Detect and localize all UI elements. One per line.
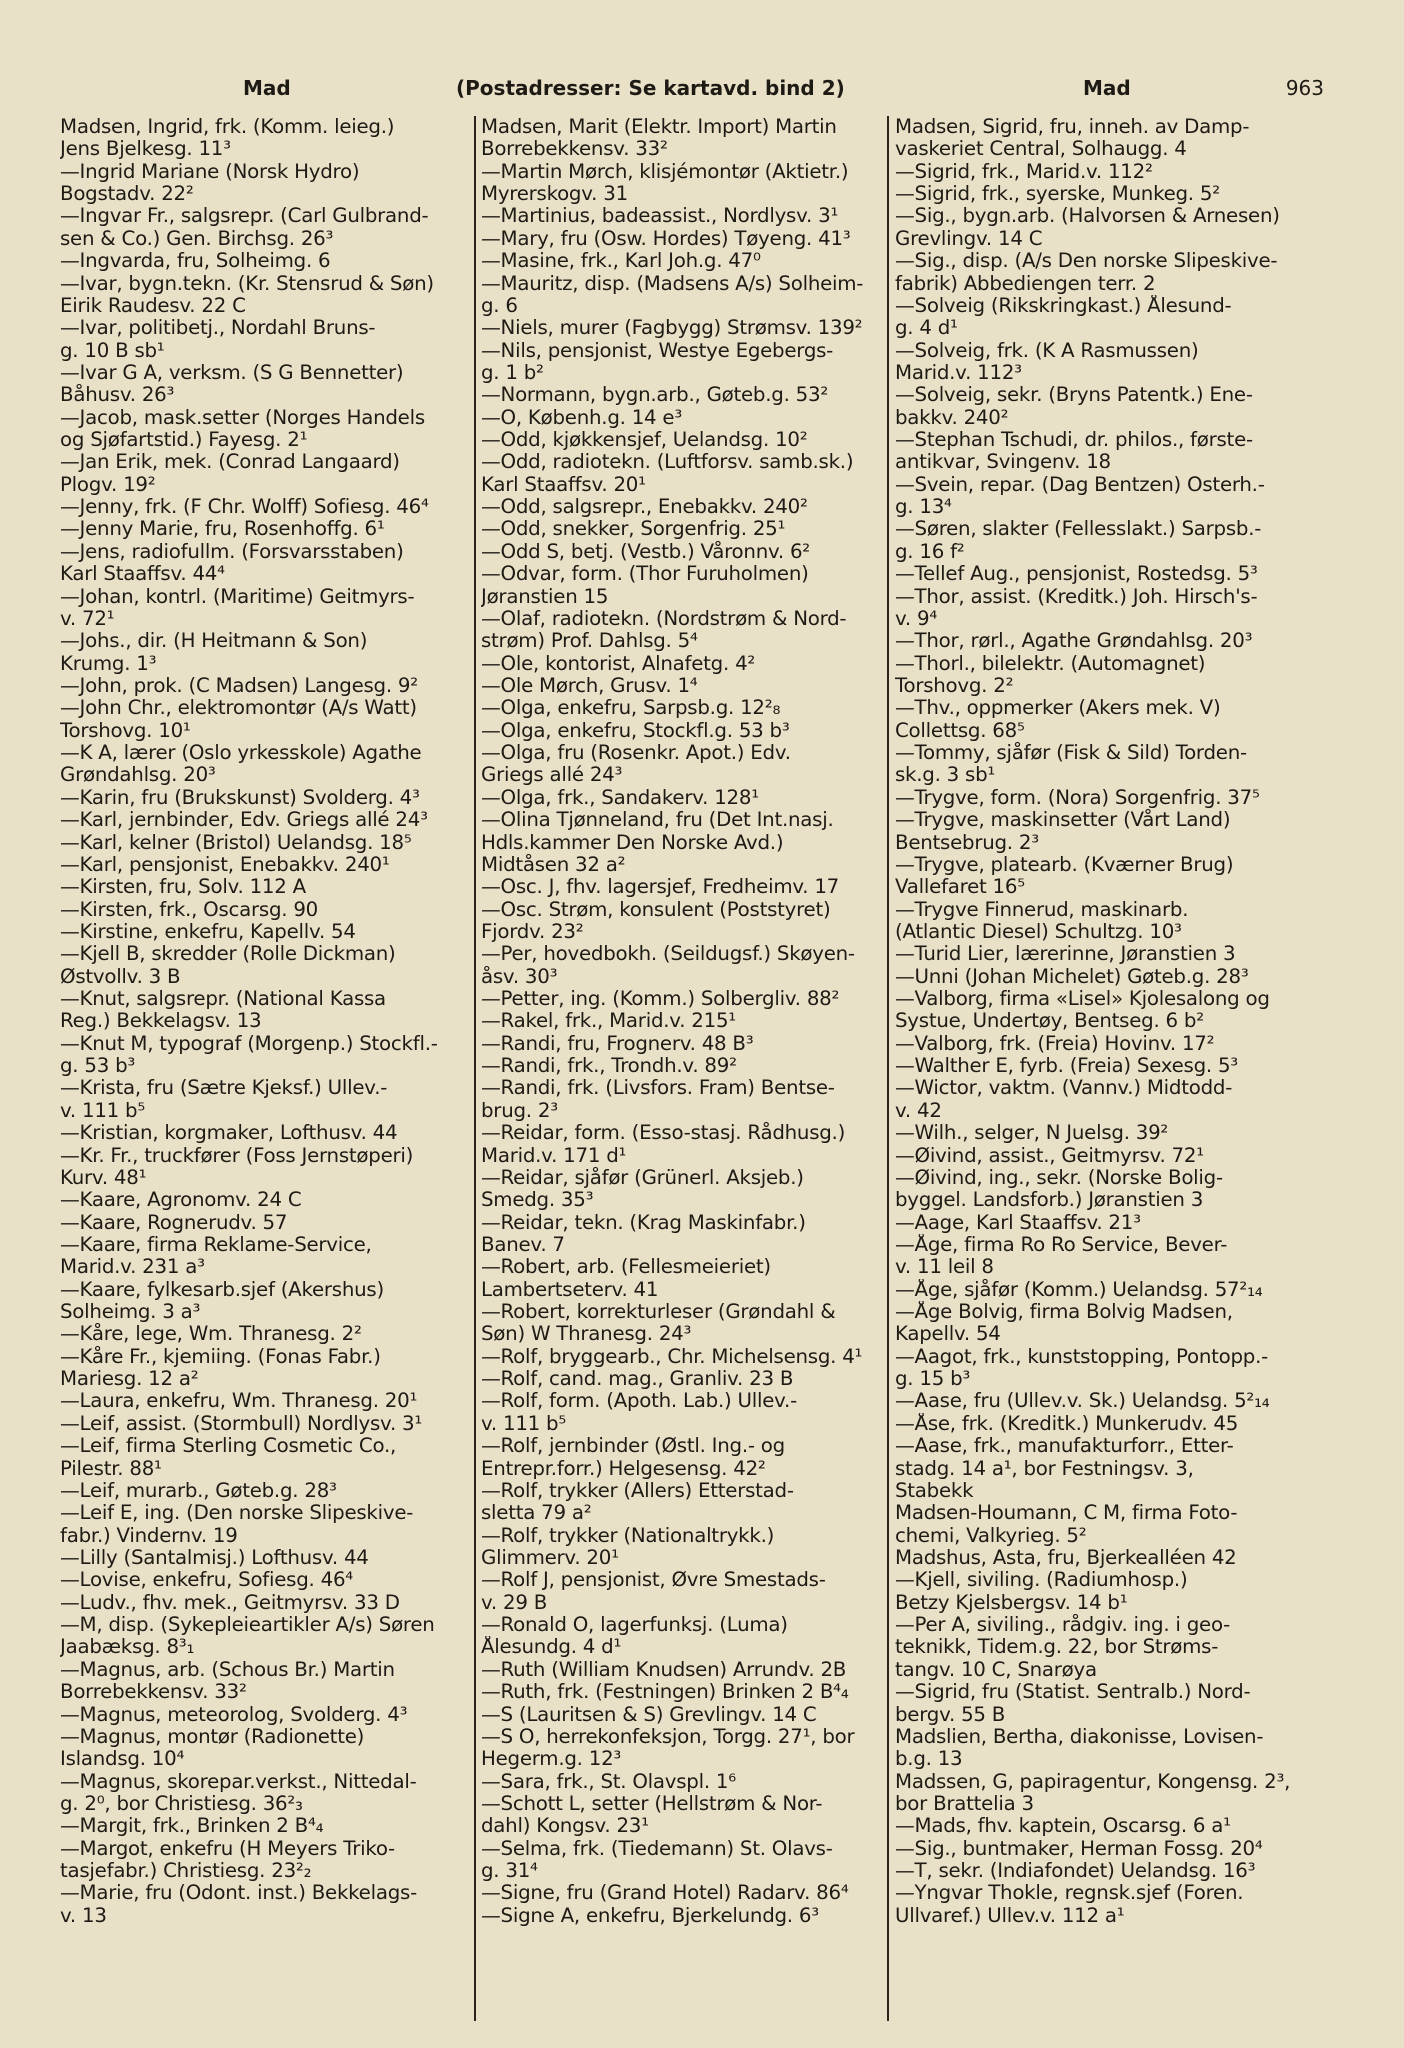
directory-column-1 — [60, 116, 470, 2031]
directory-entry-line: —Magnus, montør (Radionette) — [60, 1725, 365, 1748]
directory-entry-line: Torshovg. 10¹ — [60, 719, 191, 742]
directory-entry-line: —Niels, murer (Fagbygg) Strømsv. 139² — [481, 317, 863, 340]
directory-entry-line: bergv. 55 B — [895, 1703, 1006, 1726]
directory-entry-line: —Karin, fru (Brukskunst) Svolderg. 4³ — [60, 786, 420, 809]
directory-entry-line: —Normann, bygn.arb., Gøteb.g. 53² — [481, 384, 829, 407]
directory-entry-line: Stabekk — [895, 1479, 974, 1502]
directory-entry-line: teknikk, Tidem.g. 22, bor Strøms- — [895, 1636, 1219, 1659]
directory-entry-line: —Aase, fru (Ullev.v. Sk.) Uelandsg. 5²₁₄ — [895, 1390, 1270, 1413]
directory-entry-line: —Kjell, siviling. (Radiumhosp.) — [895, 1569, 1188, 1592]
directory-entry-line: —Unni (Johan Michelet) Gøteb.g. 28³ — [895, 965, 1249, 988]
directory-entry-line: —K A, lærer (Oslo yrkesskole) Agathe — [60, 742, 422, 765]
directory-entry-line: —Olga, enkefru, Sarpsb.g. 12²₈ — [481, 697, 781, 720]
directory-entry-line: v. 13 — [60, 1904, 107, 1927]
directory-entry-line: —Mary, fru (Osw. Hordes) Tøyeng. 41³ — [481, 227, 851, 250]
directory-entry-line: —Leif, assist. (Stormbull) Nordlysv. 3¹ — [60, 1412, 423, 1435]
directory-entry-line: Bogstadv. 22² — [60, 183, 194, 206]
directory-entry-line: —Sara, frk., St. Olavspl. 1⁶ — [481, 1770, 736, 1793]
directory-entry-line: —John, prok. (C Madsen) Langesg. 9² — [60, 674, 418, 697]
directory-entry-line: —Kaare, firma Reklame-Service, — [60, 1233, 372, 1256]
directory-entry-line: —Thor, rørl., Agathe Grøndahlsg. 20³ — [895, 630, 1253, 653]
directory-entry-line: —Magnus, skorepar.verkst., Nittedal- — [60, 1770, 417, 1793]
directory-entry-line: —Schott L, setter (Hellstrøm & Nor- — [481, 1792, 823, 1815]
directory-entry-line: Madslien, Bertha, diakonisse, Lovisen- — [895, 1725, 1264, 1748]
directory-entry-line: Pilestr. 88¹ — [60, 1457, 162, 1480]
directory-column-2 — [481, 116, 885, 2031]
directory-entry-line: —Magnus, arb. (Schous Br.) Martin — [60, 1658, 395, 1681]
directory-entry-line: —Søren, slakter (Fellesslakt.) Sarpsb.- — [895, 518, 1262, 541]
directory-entry-line: stadg. 14 a¹, bor Festningsv. 3, — [895, 1457, 1194, 1480]
directory-entry-line: v. 42 — [895, 1099, 942, 1122]
directory-entry-line: —Randi, fru, Frognerv. 48 B³ — [481, 1032, 754, 1055]
directory-entry-line: —M, disp. (Sykepleieartikler A/s) Søren — [60, 1614, 435, 1637]
directory-entry-line: —Selma, frk. (Tiedemann) St. Olavs- — [481, 1837, 833, 1860]
directory-entry-line: byggel. Landsforb.) Jøranstien 3 — [895, 1189, 1204, 1212]
directory-entry-line: —Kåre Fr., kjemiing. (Fonas Fabr.) — [60, 1345, 381, 1368]
directory-entry-line: Jens Bjelkesg. 11³ — [60, 138, 231, 161]
directory-entry-line: Solheimg. 3 a³ — [60, 1301, 201, 1324]
directory-entry-line: chemi, Valkyrieg. 5² — [895, 1524, 1087, 1547]
column-divider-1 — [474, 116, 476, 2021]
header-postal-note: (Postadresser: Se kartavd. bind 2) — [456, 76, 845, 100]
directory-entry-line: —Rolf, jernbinder (Østl. Ing.- og — [481, 1435, 785, 1458]
directory-entry-line: —Kristian, korgmaker, Lofthusv. 44 — [60, 1122, 398, 1145]
directory-entry-line: v. 29 B — [481, 1591, 548, 1614]
directory-entry-line: —Solveig (Rikskringkast.) Ålesund- — [895, 294, 1232, 317]
directory-entry-line: og Sjøfartstid.) Fayesg. 2¹ — [60, 429, 308, 452]
directory-entry-line: b.g. 13 — [895, 1748, 963, 1771]
directory-entry-line: g. 13⁴ — [895, 496, 952, 519]
directory-entry-line: —Mads, fhv. kaptein, Oscarsg. 6 a¹ — [895, 1815, 1231, 1838]
directory-entry-line: Griegs allé 24³ — [481, 764, 623, 787]
directory-entry-line: —Nils, pensjonist, Westye Egebergs- — [481, 339, 834, 362]
directory-entry-line: tasjefabr.) Christiesg. 23²₂ — [60, 1860, 312, 1883]
directory-entry-line: Marid.v. 171 d¹ — [481, 1144, 627, 1167]
directory-entry-line: —O, Københ.g. 14 e³ — [481, 406, 683, 429]
directory-entry-line: —Knut M, typograf (Morgenp.) Stockfl.- — [60, 1032, 438, 1055]
directory-entry-line: g. 16 f² — [895, 540, 965, 563]
directory-entry-line: Madshus, Asta, fru, Bjerkealléen 42 — [895, 1547, 1237, 1569]
directory-entry-line: —Kirstine, enkefru, Kapellv. 54 — [60, 920, 356, 943]
directory-entry-line: —Aage, Karl Staaffsv. 21³ — [895, 1211, 1141, 1234]
page-number: 963 — [1285, 76, 1324, 100]
directory-entry-line: —S O, herrekonfeksjon, Torgg. 27¹, bor — [481, 1725, 855, 1748]
directory-entry-line: —Kirsten, fru, Solv. 112 A — [60, 876, 306, 899]
directory-entry-line: —Kr. Fr., truckfører (Foss Jernstøperi) — [60, 1144, 414, 1167]
directory-entry-line: —Thor, assist. (Kreditk.) Joh. Hirsch's- — [895, 585, 1258, 608]
directory-entry-line: v. 9⁴ — [895, 607, 938, 630]
directory-entry-line: Karl Staaffsv. 44⁴ — [60, 563, 225, 586]
directory-entry-line: —Lovise, enkefru, Sofiesg. 46⁴ — [60, 1569, 353, 1592]
directory-entry-line: —Tellef Aug., pensjonist, Rostedsg. 5³ — [895, 563, 1258, 586]
directory-entry-line: —Margot, enkefru (H Meyers Triko- — [60, 1837, 395, 1860]
directory-entry-line: dahl) Kongsv. 23¹ — [481, 1815, 649, 1838]
directory-entry-line: —Øivind, assist., Geitmyrsv. 72¹ — [895, 1144, 1204, 1167]
directory-entry-line: sk.g. 3 sb¹ — [895, 764, 996, 787]
directory-entry-line: —Osc. Strøm, konsulent (Poststyret) — [481, 898, 831, 921]
directory-entry-line: —Odd S, betj. (Vestb.) Våronnv. 6² — [481, 540, 810, 563]
directory-entry-line: —Leif, firma Sterling Cosmetic Co., — [60, 1435, 397, 1458]
directory-entry-line: —Olina Tjønneland, fru (Det Int.nasj. — [481, 809, 834, 832]
directory-entry-line: —Olga, frk., Sandakerv. 128¹ — [481, 786, 759, 809]
directory-entry-line: Madsen, Sigrid, fru, inneh. av Damp- — [895, 116, 1250, 138]
directory-entry-line: —Rolf, cand. mag., Granliv. 23 B — [481, 1368, 794, 1391]
directory-entry-line: —Aagot, frk., kunststopping, Pontopp.- — [895, 1345, 1269, 1368]
directory-entry-line: —Aase, frk., manufakturforr., Etter- — [895, 1435, 1234, 1458]
directory-entry-line: Eirik Raudesv. 22 C — [60, 294, 246, 317]
directory-entry-line: —Marie, fru (Odont. inst.) Bekkelags- — [60, 1882, 417, 1905]
directory-entry-line: Vallefaret 16⁵ — [895, 876, 1025, 899]
directory-entry-line: —T, sekr. (Indiafondet) Uelandsg. 16³ — [895, 1860, 1256, 1883]
directory-entry-line: —Åge Bolvig, firma Bolvig Madsen, — [895, 1301, 1233, 1324]
directory-entry-line: Lambertseterv. 41 — [481, 1278, 659, 1301]
directory-entry-line: g. 1 b² — [481, 361, 544, 384]
directory-entry-line: g. 6 — [481, 294, 518, 317]
directory-entry-line: —Solveig, sekr. (Bryns Patentk.) Ene- — [895, 384, 1253, 407]
directory-entry-line: Jøranstien 15 — [481, 585, 609, 608]
directory-entry-line: —Krista, fru (Sætre Kjeksf.) Ullev.- — [60, 1077, 388, 1100]
directory-entry-line: Madsen, Marit (Elektr. Import) Martin — [481, 116, 837, 138]
directory-entry-line: —Odd, snekker, Sorgenfrig. 25¹ — [481, 518, 786, 541]
directory-entry-line: —Jens, radiofullm. (Forsvarsstaben) — [60, 540, 404, 563]
directory-entry-line: —Per, hovedbokh. (Seildugsf.) Skøyen- — [481, 943, 855, 966]
directory-entry-line: —Sigrid, frk., syerske, Munkeg. 5² — [895, 183, 1220, 206]
directory-entry-line: —Sig., buntmaker, Herman Fossg. 20⁴ — [895, 1837, 1263, 1860]
directory-entry-line: Glimmerv. 20¹ — [481, 1547, 619, 1569]
directory-entry-line: Ålesundg. 4 d¹ — [481, 1636, 622, 1659]
directory-entry-line: Kurv. 48¹ — [60, 1166, 147, 1189]
directory-entry-line: Marid.v. 231 a³ — [60, 1256, 205, 1279]
directory-entry-line: —Karl, jernbinder, Edv. Griegs allé 24³ — [60, 809, 428, 832]
directory-entry-line: —Åge, firma Ro Ro Service, Bever- — [895, 1233, 1228, 1256]
directory-entry-line: —Åse, frk. (Kreditk.) Munkerudv. 45 — [895, 1412, 1239, 1435]
directory-entry-line: fabr.) Vindernv. 19 — [60, 1524, 238, 1547]
directory-entry-line: Systue, Undertøy, Bentseg. 6 b² — [895, 1010, 1204, 1033]
directory-entry-line: —Sig., disp. (A/s Den norske Slipeskive- — [895, 250, 1278, 273]
directory-entry-line: —Ivar, bygn.tekn. (Kr. Stensrud & Søn) — [60, 272, 434, 295]
directory-entry-line: Båhusv. 26³ — [60, 384, 175, 407]
directory-entry-line: —Rolf, form. (Apoth. Lab.) Ullev.- — [481, 1390, 797, 1413]
directory-entry-line: —Olga, enkefru, Stockfl.g. 53 b³ — [481, 719, 790, 742]
header-right-guide-word: Mad — [1083, 76, 1131, 100]
directory-entry-line: —Jenny, frk. (F Chr. Wolff) Sofiesg. 46⁴ — [60, 496, 429, 519]
directory-entry-line: sen & Co.) Gen. Birchsg. 26³ — [60, 227, 334, 250]
directory-entry-line: Plogv. 19² — [60, 473, 156, 496]
directory-entry-line: g. 10 B sb¹ — [60, 339, 165, 362]
directory-entry-line: —Ruth (William Knudsen) Arrundv. 2B — [481, 1658, 847, 1681]
directory-entry-line: —Leif E, ing. (Den norske Slipeskive- — [60, 1502, 414, 1525]
directory-entry-line: —Yngvar Thokle, regnsk.sjef (Foren. — [895, 1882, 1244, 1905]
header-left-guide-word: Mad — [243, 76, 291, 100]
directory-entry-line: Grøndahlsg. 20³ — [60, 764, 216, 787]
directory-entry-line: —Karl, kelner (Bristol) Uelandsg. 18⁵ — [60, 831, 412, 854]
directory-entry-line: g. 4 d¹ — [895, 317, 958, 340]
directory-entry-line: —Leif, murarb., Gøteb.g. 28³ — [60, 1479, 337, 1502]
directory-entry-line: Hegerm.g. 12³ — [481, 1748, 622, 1771]
directory-entry-line: —Magnus, meteorolog, Svolderg. 4³ — [60, 1703, 408, 1726]
directory-entry-line: —Reidar, form. (Esso-stasj. Rådhusg.) — [481, 1122, 846, 1145]
directory-entry-line: Reg.) Bekkelagsv. 13 — [60, 1010, 262, 1033]
directory-entry-line: Betzy Kjelsbergsv. 14 b¹ — [895, 1591, 1128, 1614]
directory-entry-line: Banev. 7 — [481, 1233, 565, 1256]
directory-entry-line: —Ingrid Mariane (Norsk Hydro) — [60, 160, 360, 183]
directory-entry-line: —Trygve Finnerud, maskinarb. — [895, 898, 1189, 921]
directory-entry-line: —Ruth, frk. (Festningen) Brinken 2 B⁴₄ — [481, 1681, 849, 1704]
directory-entry-line: —Kåre, lege, Wm. Thranesg. 2² — [60, 1323, 362, 1346]
directory-entry-line: Madssen, G, papiragentur, Kongensg. 2³, — [895, 1770, 1291, 1793]
directory-entry-line: Marid.v. 112³ — [895, 361, 1022, 384]
directory-entry-line: —Margit, frk., Brinken 2 B⁴₄ — [60, 1815, 324, 1838]
directory-column-3 — [895, 116, 1305, 2031]
directory-entry-line: —John Chr., elektromontør (A/s Watt) — [60, 697, 417, 720]
directory-entry-line: —Petter, ing. (Komm.) Solbergliv. 88² — [481, 988, 840, 1011]
directory-entry-line: —Kaare, Rognerudv. 57 — [60, 1211, 288, 1234]
column-divider-2 — [887, 116, 889, 2021]
directory-entry-line: Bentsebrug. 2³ — [895, 831, 1039, 854]
directory-entry-line: —Odvar, form. (Thor Furuholmen) — [481, 563, 809, 586]
directory-entry-line: tangv. 10 C, Snarøya — [895, 1658, 1097, 1681]
directory-entry-line: —Jacob, mask.setter (Norges Handels — [60, 406, 425, 429]
directory-entry-line: strøm) Prof. Dahlsg. 5⁴ — [481, 630, 698, 653]
directory-entry-line: —Johs., dir. (H Heitmann & Son) — [60, 630, 368, 653]
directory-entry-line: Karl Staaffsv. 20¹ — [481, 473, 646, 496]
directory-entry-line: Islandsg. 10⁴ — [60, 1748, 185, 1771]
directory-entry-line: bakkv. 240² — [895, 406, 1009, 429]
directory-entry-line: Madsen, Ingrid, frk. (Komm. leieg.) — [60, 116, 395, 138]
directory-entry-line: —Knut, salgsrepr. (National Kassa — [60, 988, 386, 1011]
directory-entry-line: —Odd, kjøkkensjef, Uelandsg. 10² — [481, 429, 808, 452]
directory-entry-line: —Trygve, form. (Nora) Sorgenfrig. 37⁵ — [895, 786, 1260, 809]
directory-entry-line: Østvollv. 3 B — [60, 965, 181, 988]
directory-entry-line: —Robert, arb. (Fellesmeieriet) — [481, 1256, 771, 1279]
directory-entry-line: v. 111 b⁵ — [60, 1099, 146, 1122]
directory-entry-line: —Wictor, vaktm. (Vannv.) Midtodd- — [895, 1077, 1233, 1100]
directory-entry-line: —Valborg, frk. (Freia) Hovinv. 17² — [895, 1032, 1215, 1055]
directory-entry-line: —Ingvarda, fru, Solheimg. 6 — [60, 250, 331, 273]
directory-entry-line: —Sigrid, frk., Marid.v. 112² — [895, 160, 1153, 183]
directory-entry-line: åsv. 30³ — [481, 965, 558, 988]
directory-entry-line: —Odd, radiotekn. (Luftforsv. samb.sk.) — [481, 451, 854, 474]
directory-entry-line: —Reidar, sjåfør (Grünerl. Aksjeb.) — [481, 1166, 804, 1189]
directory-entry-line: —Turid Lier, lærerinne, Jøranstien 3 — [895, 943, 1236, 966]
directory-entry-line: Søn) W Thranesg. 24³ — [481, 1323, 692, 1346]
directory-entry-line: g. 2⁰, bor Christiesg. 36²₃ — [60, 1792, 303, 1815]
directory-entry-line: —S (Lauritsen & S) Grevlingv. 14 C — [481, 1703, 817, 1726]
directory-entry-line: Myrerskogv. 31 — [481, 183, 628, 206]
directory-entry-line: brug. 2³ — [481, 1099, 558, 1122]
directory-entry-line: —Solveig, frk. (K A Rasmussen) — [895, 339, 1199, 362]
directory-entry-line: Madsen-Houmann, C M, firma Foto- — [895, 1502, 1238, 1525]
directory-entry-line: —Jenny Marie, fru, Rosenhoffg. 6¹ — [60, 518, 385, 541]
directory-entry-line: —Rakel, frk., Marid.v. 215¹ — [481, 1010, 736, 1033]
page-header — [60, 76, 1344, 110]
directory-entry-line: Collettsg. 68⁵ — [895, 719, 1025, 742]
directory-entry-line: —Osc. J, fhv. lagersjef, Fredheimv. 17 — [481, 876, 840, 899]
directory-entry-line: —Martin Mørch, klisjémontør (Aktietr.) — [481, 160, 849, 183]
directory-entry-line: —Øivind, ing., sekr. (Norske Bolig- — [895, 1166, 1223, 1189]
directory-entry-line: —Robert, korrekturleser (Grøndahl & — [481, 1301, 836, 1324]
directory-entry-line: —Kaare, Agronomv. 24 C — [60, 1189, 302, 1212]
directory-entry-line: —Ingvar Fr., salgsrepr. (Carl Gulbrand- — [60, 205, 429, 228]
directory-entry-line: v. 111 b⁵ — [481, 1412, 567, 1435]
directory-entry-line: —Signe, fru (Grand Hotel) Radarv. 86⁴ — [481, 1882, 849, 1905]
directory-entry-line: —Martinius, badeassist., Nordlysv. 3¹ — [481, 205, 839, 228]
directory-entry-line: —Randi, frk. (Livsfors. Fram) Bentse- — [481, 1077, 835, 1100]
directory-entry-line: Entrepr.forr.) Helgesensg. 42² — [481, 1457, 766, 1480]
directory-entry-line: —Lilly (Santalmisj.) Lofthusv. 44 — [60, 1547, 369, 1569]
directory-entry-line: —Kaare, fylkesarb.sjef (Akershus) — [60, 1278, 384, 1301]
directory-entry-line: vaskeriet Central, Solhaugg. 4 — [895, 138, 1187, 161]
directory-entry-line: Hdls.kammer Den Norske Avd.) — [481, 831, 784, 854]
directory-entry-line: —Rolf, trykker (Nationaltrykk.) — [481, 1524, 775, 1547]
directory-entry-line: —Karl, pensjonist, Enebakkv. 240¹ — [60, 853, 390, 876]
directory-entry-line: Borrebekkensv. 33² — [481, 138, 668, 161]
directory-entry-line: g. 53 b³ — [60, 1055, 136, 1078]
directory-entry-line: —Laura, enkefru, Wm. Thranesg. 20¹ — [60, 1390, 418, 1413]
directory-entry-line: fabrik) Abbediengen terr. 2 — [895, 272, 1156, 295]
directory-entry-line: Borrebekkensv. 33² — [60, 1681, 247, 1704]
directory-entry-line: g. 31⁴ — [481, 1860, 538, 1883]
directory-entry-line: —Rolf, bryggearb., Chr. Michelsensg. 4¹ — [481, 1345, 863, 1368]
directory-entry-line: v. 72¹ — [60, 607, 115, 630]
directory-entry-line: —Svein, repar. (Dag Bentzen) Osterh.- — [895, 473, 1265, 496]
directory-entry-line: —Thv., oppmerker (Akers mek. V) — [895, 697, 1221, 720]
directory-entry-line: —Olga, fru (Rosenkr. Apot.) Edv. — [481, 742, 791, 765]
directory-entry-line: (Atlantic Diesel) Schultzg. 10³ — [895, 920, 1182, 943]
directory-entry-line: —Ole Mørch, Grusv. 1⁴ — [481, 674, 698, 697]
directory-entry-line: sletta 79 a² — [481, 1502, 592, 1525]
directory-entry-line: —Walther E, fyrb. (Freia) Sexesg. 5³ — [895, 1055, 1238, 1078]
directory-entry-line: Ullvaref.) Ullev.v. 112 a¹ — [895, 1904, 1125, 1927]
directory-entry-line: Kapellv. 54 — [895, 1323, 1001, 1346]
directory-entry-line: —Sig., bygn.arb. (Halvorsen & Arnesen) — [895, 205, 1280, 228]
directory-entry-line: —Signe A, enkefru, Bjerkelundg. 6³ — [481, 1904, 819, 1927]
directory-entry-line: Mariesg. 12 a² — [60, 1368, 199, 1391]
directory-entry-line: Midtåsen 32 a² — [481, 853, 626, 876]
directory-entry-line: bor Brattelia 3 — [895, 1792, 1034, 1815]
directory-entry-line: —Mauritz, disp. (Madsens A/s) Solheim- — [481, 272, 864, 295]
directory-entry-line: —Ole, kontorist, Alnafetg. 4² — [481, 652, 756, 675]
directory-entry-line: —Masine, frk., Karl Joh.g. 47⁰ — [481, 250, 761, 273]
directory-entry-line: v. 11 leil 8 — [895, 1256, 994, 1279]
directory-entry-line: —Ivar, politibetj., Nordahl Bruns- — [60, 317, 376, 340]
directory-entry-line: —Ivar G A, verksm. (S G Bennetter) — [60, 361, 404, 384]
directory-entry-line: —Kjell B, skredder (Rolle Dickman) — [60, 943, 396, 966]
directory-entry-line: g. 15 b³ — [895, 1368, 971, 1391]
directory-entry-line: —Ronald O, lagerfunksj. (Luma) — [481, 1614, 788, 1637]
directory-entry-line: Fjordv. 23² — [481, 920, 584, 943]
directory-entry-line: —Kirsten, frk., Oscarsg. 90 — [60, 898, 319, 921]
directory-entry-line: —Sigrid, fru (Statist. Sentralb.) Nord- — [895, 1681, 1251, 1704]
directory-entry-line: Grevlingv. 14 C — [895, 227, 1043, 250]
directory-entry-line: —Jan Erik, mek. (Conrad Langaard) — [60, 451, 400, 474]
directory-entry-line: —Trygve, platearb. (Kværner Brug) — [895, 853, 1234, 876]
directory-entry-line: —Olaf, radiotekn. (Nordstrøm & Nord- — [481, 607, 847, 630]
directory-entry-line: —Tommy, sjåfør (Fisk & Sild) Torden- — [895, 742, 1247, 765]
directory-entry-line: —Valborg, firma «Lisel» Kjolesalong og — [895, 988, 1270, 1011]
directory-entry-line: —Stephan Tschudi, dr. philos., første- — [895, 429, 1253, 452]
directory-entry-line: —Randi, frk., Trondh.v. 89² — [481, 1055, 737, 1078]
directory-entry-line: Krumg. 1³ — [60, 652, 157, 675]
directory-entry-line: —Trygve, maskinsetter (Vårt Land) — [895, 809, 1231, 832]
directory-entry-line: antikvar, Svingenv. 18 — [895, 451, 1111, 474]
directory-entry-line: —Odd, salgsrepr., Enebakkv. 240² — [481, 496, 808, 519]
directory-entry-line: Smedg. 35³ — [481, 1189, 594, 1212]
directory-entry-line: Torshovg. 2² — [895, 674, 1014, 697]
directory-entry-line: —Per A, siviling., rådgiv. ing. i geo- — [895, 1614, 1231, 1637]
directory-entry-line: —Ludv., fhv. mek., Geitmyrsv. 33 D — [60, 1591, 400, 1614]
directory-entry-line: —Wilh., selger, N Juelsg. 39² — [895, 1122, 1169, 1145]
directory-entry-line: —Rolf, trykker (Allers) Etterstad- — [481, 1479, 794, 1502]
directory-entry-line: —Åge, sjåfør (Komm.) Uelandsg. 57²₁₄ — [895, 1278, 1263, 1301]
directory-entry-line: —Rolf J, pensjonist, Øvre Smestads- — [481, 1569, 826, 1592]
directory-entry-line: Jaabæksg. 8³₁ — [60, 1636, 195, 1659]
directory-entry-line: —Thorl., bilelektr. (Automagnet) — [895, 652, 1206, 675]
directory-entry-line: —Johan, kontrl. (Maritime) Geitmyrs- — [60, 585, 415, 608]
directory-entry-line: —Reidar, tekn. (Krag Maskinfabr.) — [481, 1211, 806, 1234]
